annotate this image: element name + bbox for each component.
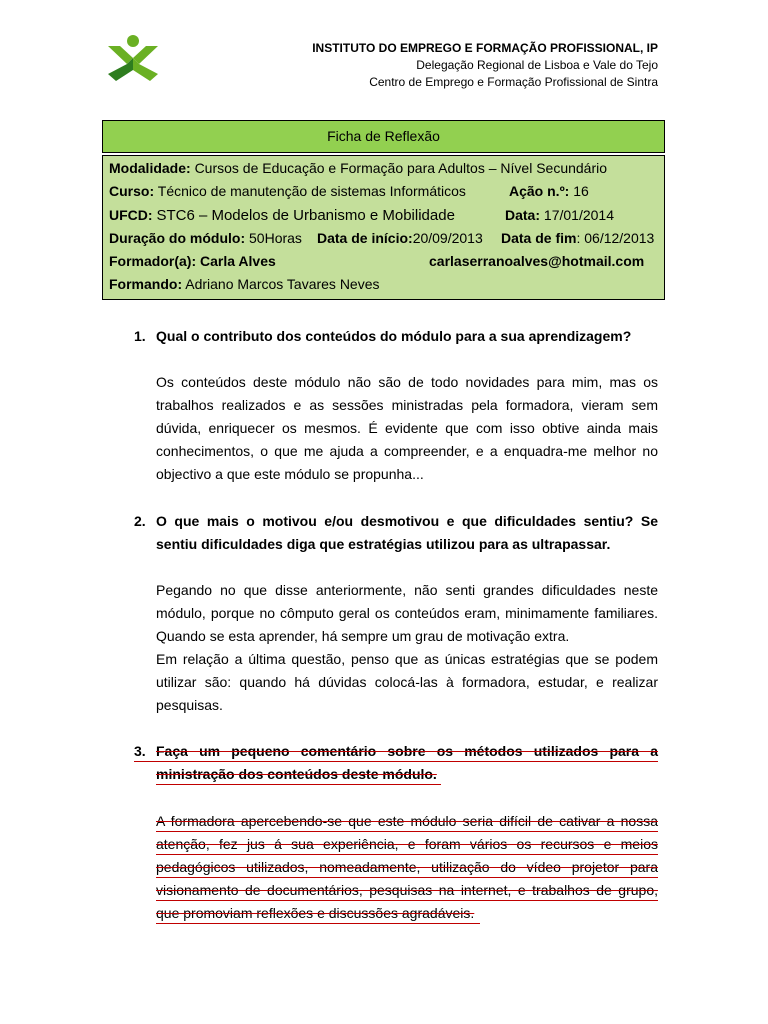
answer-3: A formadora apercebendo-se que este módulo seria difícil de cativar a nossa atenção, fez jus á sua experiência, e foram vários os recursos e meios pedagógicos utilizados, nomeadamente, utilização do vídeo projetor para visionamento de documentários, pesquisas na internet, e trabalhos de grupo, que promoviam reflexões e discussões agradáveis. — [156, 813, 658, 921]
fim-value: : 06/12/2013 — [576, 229, 655, 246]
data-label: Data: — [505, 206, 541, 223]
acao-field — [509, 180, 589, 203]
ufcd-row — [109, 204, 658, 227]
modalidade-value: Cursos de Educação e Formação para Adultos – Nível Secundário — [194, 160, 608, 176]
revision-underline — [134, 761, 658, 762]
curso-label: Curso: — [109, 183, 155, 200]
question-3-number: 3. — [134, 743, 146, 759]
inicio-label: Data de início: — [317, 229, 413, 246]
logo-left-arm — [108, 46, 133, 64]
inicio-field — [317, 227, 483, 250]
answer-1: Os conteúdos deste módulo não são de todo novidades para mim, mas os trabalhos realizados e as sessões ministradas pela formadora, vieram sem dúvida, enriquecer os mesmos. É evidente que com isso obtive ainda mais conhecimentos, o que me ajuda a compreender, e a enquadra-me melhor no objectivo a que este módulo se propunha... — [156, 374, 658, 482]
modalidade-row — [109, 157, 658, 180]
revision-underline — [156, 784, 441, 785]
revision-underline — [156, 900, 658, 901]
answer-2-paragraph-1: Pegando no que disse anteriormente, não senti grandes dificuldades neste módulo, porque no cômputo geral os conteúdos eram, minimamente familiares. Quando se esta aprender, há sempre um grau de motivação extra. — [156, 582, 658, 644]
data-field — [505, 204, 614, 227]
fim-field — [501, 227, 654, 250]
question-3 — [134, 740, 658, 786]
answer-2-paragraph-2: Em relação a última questão, penso que as únicas estratégias que se podem utilizar são: quando há dúvidas colocá-las à formadora, estudar, e realizar pesquisas. — [156, 651, 658, 713]
duracao-label: Duração do módulo: — [109, 229, 246, 246]
duracao-value: 50Horas — [249, 229, 302, 246]
institution-name: INSTITUTO DO EMPREGO E FORMAÇÃO PROFISSIONAL, IP — [312, 41, 658, 55]
delegation-name: Delegação Regional de Lisboa e Vale do Tejo — [416, 58, 658, 72]
duracao-row — [109, 227, 658, 250]
question-2-text: O que mais o motivou e/ou desmotivou e que dificuldades sentiu? Se sentiu dificuldades diga que estratégias utilizou para as ultrapassar. — [156, 513, 658, 552]
revision-underline — [156, 923, 480, 924]
question-1-number: 1. — [134, 328, 146, 344]
question-1 — [134, 325, 658, 348]
inicio-value: 20/09/2013 — [412, 229, 483, 246]
acao-value: 16 — [573, 183, 589, 200]
fim-label: Data de fim — [501, 229, 577, 246]
iefp-logo — [106, 34, 160, 82]
curso-row — [109, 180, 658, 203]
revision-underline — [156, 854, 658, 855]
modalidade-label: Modalidade: — [109, 160, 191, 176]
formador-value: Carla Alves — [200, 253, 276, 270]
ufcd-label: UFCD: — [109, 206, 153, 223]
curso-value: Técnico de manutenção de sistemas Informáticos — [157, 183, 466, 200]
formando-label: Formando: — [109, 276, 183, 293]
data-value: 17/01/2014 — [543, 206, 614, 223]
form-title: Ficha de Reflexão — [102, 120, 665, 153]
formador-label: Formador(a): — [109, 253, 197, 270]
formando-row — [109, 273, 658, 296]
question-1-text: Qual o contributo dos conteúdos do módulo para a sua aprendizagem? — [156, 328, 632, 344]
revision-underline — [156, 877, 658, 878]
logo-head-dot — [127, 35, 139, 47]
formador-row — [109, 250, 658, 273]
formador-email: carlaserranoalves@hotmail.com — [429, 253, 645, 270]
question-3-text: Faça um pequeno comentário sobre os métodos utilizados para a ministração dos conteúdos deste módulo. — [156, 743, 658, 782]
question-2 — [134, 510, 658, 556]
acao-label: Ação n.º: — [509, 183, 570, 200]
ufcd-value: STC6 – Modelos de Urbanismo e Mobilidade — [156, 206, 455, 224]
institution-header — [312, 40, 658, 91]
revision-underline — [156, 831, 658, 832]
question-2-number: 2. — [134, 513, 146, 529]
formando-value: Adriano Marcos Tavares Neves — [185, 276, 380, 293]
course-info-box — [102, 155, 665, 300]
logo-right-arm — [133, 46, 158, 64]
center-name: Centro de Emprego e Formação Profissional de Sintra — [369, 75, 658, 89]
